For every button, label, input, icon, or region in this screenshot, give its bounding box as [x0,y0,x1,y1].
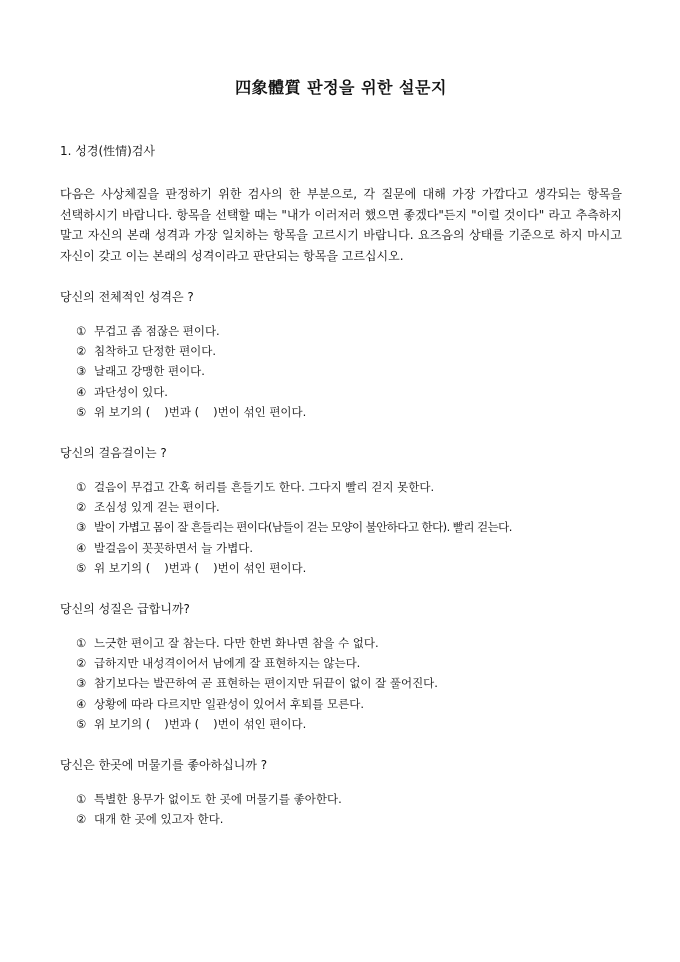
option-text: 급하지만 내성격이어서 남에게 잘 표현하지는 않는다. [94,656,361,671]
instructions-paragraph: 다음은 사상체질을 판정하기 위한 검사의 한 부분으로, 각 질문에 대해 가장 가깝다고 생각되는 항목을 선택하시기 바랍니다. 항목을 선택할 때는 "내가 이러저러 했으면 좋겠다"든지 "이럴 것이다" 라고 추측하지 말고 자신의 본래 성격과 가장 일치하는 항목을 고르시기 바랍니다. 요즈음의 상태를 기준으로 하지 마시고 자신이 갖고 이는 본래의 성격이라고 판단되는 항목을 고르십시오. [60,187,622,263]
question-block [60,600,622,734]
option-item[interactable] [76,321,622,341]
option-item[interactable] [76,694,622,714]
option-item-mixed[interactable] [76,402,622,422]
mixed-text-part3: )번이 섞인 편이다. [213,560,307,575]
mixed-text-part3: )번이 섞인 편이다. [213,404,307,419]
mixed-text-part1: 위 보기의 ( [94,716,151,731]
option-list [60,321,622,422]
option-number-icon: ④ [76,696,87,711]
option-text: 날래고 강맹한 편이다. [94,364,205,379]
option-item[interactable] [76,673,622,693]
option-item[interactable] [76,809,622,829]
option-item-mixed[interactable] [76,558,622,578]
mixed-text-part3: )번이 섞인 편이다. [213,716,307,731]
option-text: 발이 가볍고 몸이 잘 흔들리는 편이다(남들이 걷는 모양이 불안하다고 한다). 빨리 걷는다. [94,520,512,535]
option-item[interactable] [76,497,622,517]
option-text: 특별한 용무가 없이도 한 곳에 머물기를 좋아한다. [94,792,342,807]
option-number-icon: ④ [76,540,87,555]
option-list [60,477,622,578]
option-item[interactable] [76,653,622,673]
mixed-text-part1: 위 보기의 ( [94,560,151,575]
option-list [60,633,622,734]
mixed-text-part2: )번과 ( [164,716,200,731]
option-text: 상황에 따라 다르지만 일관성이 있어서 후퇴를 모른다. [94,696,364,711]
option-number-icon: ⑤ [76,560,87,575]
option-number-icon: ⑤ [76,716,87,731]
question-block [60,444,622,578]
option-number-icon: ① [76,480,87,495]
option-item[interactable] [76,477,622,497]
question-text: 당신의 전체적인 성격은 ? [60,290,194,304]
mixed-text-part2: )번과 ( [164,404,200,419]
option-text: 참기보다는 발끈하여 곧 표현하는 편이지만 뒤끝이 없이 잘 풀어진다. [94,676,438,691]
option-number-icon: ③ [76,676,87,691]
question-text: 당신의 걸음걸이는 ? [60,446,167,461]
option-item[interactable] [76,382,622,402]
option-number-icon: ② [76,500,87,515]
option-item[interactable] [76,633,622,653]
option-text: 대개 한 곳에 있고자 한다. [94,812,224,827]
option-item[interactable] [76,789,622,809]
document-title: 四象體質 판정을 위한 설문지 [235,78,447,97]
option-number-icon: ② [76,812,87,827]
option-number-icon: ① [76,636,87,651]
option-number-icon: ④ [76,384,87,399]
option-text: 과단성이 있다. [94,384,168,399]
question-text: 당신은 한곳에 머물기를 좋아하십니까 ? [60,758,268,773]
option-item[interactable] [76,538,622,558]
mixed-text-part2: )번과 ( [164,560,200,575]
option-number-icon: ② [76,344,87,359]
section-heading: 1. 성경(性情)검사 [60,144,155,158]
question-block [60,288,622,422]
question-text: 당신의 성질은 급합니까? [60,602,190,617]
option-text: 느긋한 편이고 잘 참는다. 다만 한번 화나면 참을 수 없다. [94,636,379,651]
option-text: 침착하고 단정한 편이다. [94,344,217,359]
option-item-mixed[interactable] [76,714,622,734]
question-block [60,756,622,829]
option-text: 발걸음이 꼿꼿하면서 늘 가볍다. [94,540,254,555]
option-number-icon: ① [76,792,87,807]
option-text: 조심성 있게 걷는 편이다. [94,500,220,515]
option-number-icon: ② [76,656,87,671]
option-item[interactable] [76,361,622,381]
option-number-icon: ③ [76,364,87,379]
option-text: 무겁고 좀 점잖은 편이다. [94,324,220,338]
option-number-icon: ⑤ [76,404,87,419]
option-number-icon: ① [76,324,87,338]
option-item[interactable] [76,517,622,537]
option-item[interactable] [76,341,622,361]
mixed-text-part1: 위 보기의 ( [94,404,151,419]
option-list [60,789,622,829]
option-text: 걸음이 무겁고 간혹 허리를 흔들기도 한다. 그다지 빨리 걷지 못한다. [94,480,435,495]
option-number-icon: ③ [76,520,87,535]
